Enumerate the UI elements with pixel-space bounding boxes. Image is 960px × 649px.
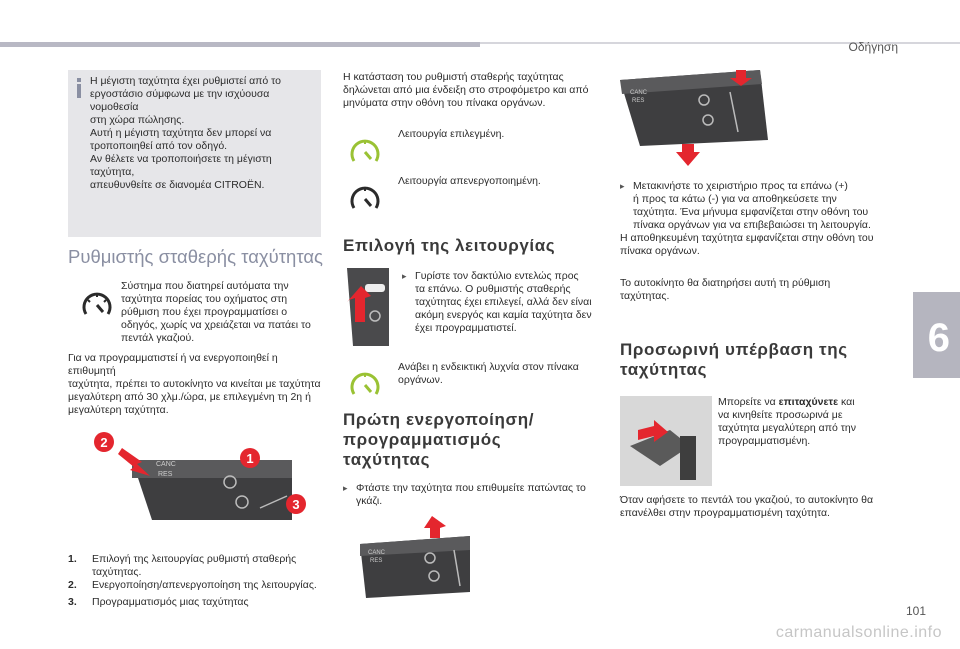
- stalk-image: [92, 420, 314, 532]
- stalk-photo-select: [343, 262, 393, 346]
- numbered-list: [68, 553, 328, 609]
- section-title-select: Επιλογή της λειτουργίας: [343, 236, 556, 255]
- list-item: 2. Ενεργοποίηση/απενεργοποίηση της λειτουργίας.: [68, 579, 317, 591]
- header-rule: [0, 42, 480, 47]
- bullet-icon: ▸: [620, 181, 625, 191]
- arrow-down-icon: [676, 144, 700, 166]
- info-box: [68, 70, 321, 237]
- activation-paragraph: Για να προγραμματιστεί ή να ενεργοποιηθεί η επιθυμητή ταχύτητα, πρέπει το αυτοκίνητο να κινείται με ταχύτητα μεγαλύτερη από 30 χλμ./ώρα, με επιλεγμένη τη 2η ή μεγαλύτερη ταχύτητα.: [68, 352, 321, 416]
- pedal-photo: [620, 396, 712, 486]
- chapter-number: 6: [927, 316, 950, 360]
- state-off-text: Λειτουργία απενεργοποιημένη.: [398, 175, 541, 187]
- stalk-photo-store: [620, 70, 768, 170]
- info-icon: [74, 78, 84, 98]
- override-text: Μπορείτε να επιταχύνετε και να κινηθείτε προσωρινά με ταχύτητα μεγαλύτερη από την προγραμματισμένη.: [718, 396, 856, 447]
- res-label: RES: [158, 471, 173, 478]
- keep-speed-text: Το αυτοκίνητο θα διατηρήσει αυτή τη ρύθμιση ταχύτητας.: [620, 277, 831, 302]
- stored-speed-text: Η αποθηκευμένη ταχύτητα εμφανίζεται στην οθόνη του πίνακα οργάνων.: [620, 232, 874, 257]
- info-text: Η μέγιστη ταχύτητα έχει ρυθμιστεί από το εργοστάσιο σύμφωνα με την ισχύουσα νομοθεσία στη χώρα πώλησης. Αυτή η μέγιστη ταχύτητα δεν μπορεί να τροποποιηθεί από τον οδηγό. Αν θέλετε να τροποποιήσετε τη μέγιστη ταχύτητα, απευθυνθείτε σε διανομέα CITROËN.: [90, 75, 282, 191]
- svg-text:2: 2: [100, 435, 108, 450]
- status-intro: Η κατάσταση του ρυθμιστή σταθερής ταχύτητας δηλώνεται από μια ένδειξη στο στροφόμετρο και από μηνύματα στην οθόνη του πίνακα οργάνων.: [343, 71, 589, 109]
- release-text: Όταν αφήσετε το πεντάλ του γκαζιού, το αυτοκίνητο θα επανέλθει στην προγραμματισμένη ταχύτητα.: [620, 494, 874, 519]
- bullet-icon: ▸: [402, 271, 407, 281]
- cruise-intro: Σύστημα που διατηρεί αυτόματα την ταχύτητα πορείας του οχήματος στη ρύθμιση που έχει προγραμματίσει ο οδηγός, χωρίς να χρειάζεται να πατάει το πεντάλ γκαζιού.: [121, 280, 311, 344]
- speedometer-icon: [80, 288, 114, 322]
- speedometer-green-icon: [348, 135, 382, 169]
- lamp-text: Ανάβει η ενδεικτική λυχνία στον πίνακα οργάνων.: [398, 361, 579, 386]
- stalk-image: [360, 516, 470, 598]
- svg-text:1: 1: [246, 451, 254, 466]
- select-bullet: ▸ Γυρίστε τον δακτύλιο εντελώς προς τα επάνω. Ο ρυθμιστής σταθερής ταχύτητας έχει επιλεγεί, αλλά δεν είναι ακόμη ενεργός και καμία ταχύτητα δεν έχει προγραμματιστεί.: [402, 270, 592, 334]
- arrow-up-icon: [424, 516, 446, 538]
- canc-label: CANC: [156, 461, 176, 468]
- stalk-image: [620, 70, 768, 170]
- section-header: Οδήγηση: [848, 40, 898, 54]
- list-item: 3. Προγραμματισμός μιας ταχύτητας: [68, 596, 249, 608]
- bullet-icon: ▸: [343, 483, 348, 493]
- stalk-photo-numbered: [92, 420, 314, 532]
- stalk-image: [343, 262, 393, 346]
- list-item: 1. Επιλογή της λειτουργίας ρυθμιστή σταθερής ταχύτητας.: [68, 553, 297, 578]
- watermark: carmanualsonline.info: [775, 624, 942, 641]
- section-title-cruise-control: Ρυθμιστής σταθερής ταχύτητας: [68, 246, 323, 267]
- canc-label: CANC: [368, 550, 386, 556]
- speedometer-green-icon: [348, 368, 382, 402]
- section-title-first-activation: Πρώτη ενεργοποίηση/ προγραμματισμός ταχύτητας: [343, 410, 535, 469]
- page-number: 101: [905, 604, 926, 618]
- accelerator-pedal-image: [620, 396, 712, 486]
- canc-label: CANC: [630, 90, 648, 96]
- section-title-override: Προσωρινή υπέρβαση της ταχύτητας: [620, 340, 848, 379]
- speedometer-gray-icon: [348, 182, 382, 216]
- res-label: RES: [370, 558, 383, 564]
- store-bullet: ▸ Μετακινήστε το χειριστήριο προς τα επάνω (+) ή προς τα κάτω (-) για να αποθηκεύσετε την ταχύτητα. Ένα μήνυμα εμφανίζεται στην οθόνη του πίνακα οργάνων για να επιβεβαιώσει τη λειτουργία.: [620, 180, 871, 231]
- svg-text:3: 3: [292, 497, 300, 512]
- state-selected-text: Λειτουργία επιλεγμένη.: [398, 128, 505, 140]
- first-bullet: ▸ Φτάστε την ταχύτητα που επιθυμείτε πατώντας το γκάζι.: [343, 482, 586, 507]
- stalk-photo-accelerate: [360, 516, 470, 598]
- res-label: RES: [632, 98, 645, 104]
